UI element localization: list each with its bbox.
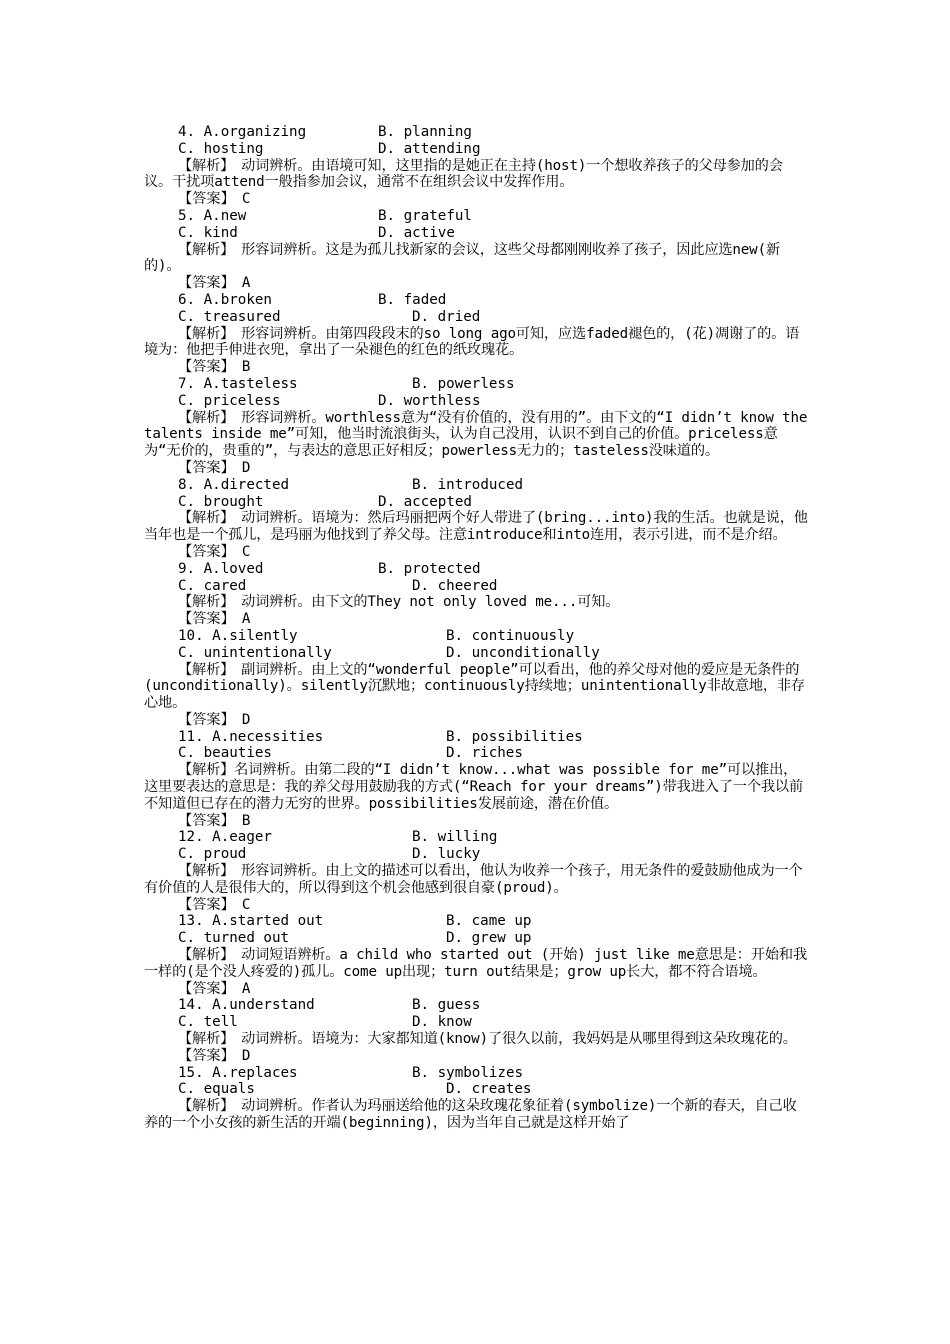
question-block [144, 997, 810, 1064]
options-row [144, 846, 810, 863]
answer: 【答案】 C [178, 896, 251, 913]
options-row [144, 208, 810, 225]
options-row [144, 1065, 810, 1082]
option-c: C. brought [178, 493, 264, 510]
option-d: D. worthless [378, 392, 481, 409]
option-c: C. treasured [178, 308, 281, 325]
explanation: 【解析】 动词辨析。由下文的They not only loved me...可知。 [178, 594, 620, 611]
answer: 【答案】 A [178, 980, 251, 997]
options-row [144, 376, 810, 393]
option-b: B. faded [378, 291, 447, 308]
option-b: B. powerless [412, 375, 515, 392]
option-d: D. active [378, 224, 455, 241]
explanation: 【解析】 形容词辨析。这是为孤儿找新家的会议，这些父母都刚刚收养了孩子，因此应选new(新的)。 [144, 241, 781, 275]
options-row [144, 829, 810, 846]
options-row [144, 477, 810, 494]
question-block [144, 913, 810, 997]
option-d: D. attending [378, 140, 481, 157]
option-a: 5. A.new [178, 207, 247, 224]
option-d: D. lucky [412, 846, 481, 863]
option-c: C. proud [178, 846, 247, 863]
question-block [144, 124, 810, 208]
options-row [144, 913, 810, 930]
option-d: D. know [412, 1014, 472, 1031]
option-b: B. willing [412, 829, 498, 846]
option-d: D. creates [446, 1081, 532, 1098]
explanation: 【解析】 副词辨析。由上文的“wonderful people”可以看出，他的养父母对他的爱应是无条件的(unconditionally)。silently沉默地；continuously持续地；unintentionally非故意地，非存心地。 [144, 661, 805, 712]
option-d: D. accepted [378, 493, 472, 510]
options-row [144, 1014, 810, 1031]
question-block [144, 729, 810, 830]
option-c: C. turned out [178, 930, 290, 947]
options-row [144, 292, 810, 309]
document-page [144, 124, 810, 1132]
options-row [144, 309, 810, 326]
question-block [144, 1065, 810, 1132]
option-a: 4. A.organizing [178, 124, 307, 140]
option-b: B. came up [446, 913, 532, 930]
explanation: 【解析】 动词辨析。由语境可知，这里指的是她正在主持(host)一个想收养孩子的父母参加的会议。干扰项attend一般指参加会议，通常不在组织会议中发挥作用。 [144, 157, 783, 191]
options-row [144, 225, 810, 242]
option-a: 9. A.loved [178, 560, 264, 577]
option-d: D. unconditionally [446, 644, 600, 661]
option-b: B. continuously [446, 627, 575, 644]
options-row [144, 141, 810, 158]
option-c: C. unintentionally [178, 644, 332, 661]
option-a: 15. A.replaces [178, 1064, 298, 1081]
answer: 【答案】 B [178, 359, 251, 376]
answer: 【答案】 B [178, 812, 251, 829]
option-a: 12. A.eager [178, 829, 272, 846]
option-a: 11. A.necessities [178, 728, 324, 745]
option-c: C. priceless [178, 392, 281, 409]
options-row [144, 124, 810, 141]
answer: 【答案】 C [178, 543, 251, 560]
answer: 【答案】 C [178, 191, 251, 208]
option-b: B. planning [378, 124, 472, 140]
explanation: 【解析】 动词辨析。作者认为玛丽送给他的这朵玫瑰花象征着(symbolize)一个新的春天，自己收养的一个小女孩的新生活的开端(beginning)，因为当年自己就是这样开始了 [144, 1098, 797, 1132]
option-c: C. beauties [178, 745, 272, 762]
option-c: C. hosting [178, 140, 264, 157]
options-row [144, 1081, 810, 1098]
explanation: 【解析】 形容词辨析。worthless意为“没有价值的，没有用的”。由下文的“I didn’t know the talents inside me”可知，他当时流浪街头，认为自己没用，认识不到自己的价值。priceless意为“无价的，贵重的”，与表达的意思正好相反；powerless无力的；tasteless没味道的。 [144, 409, 808, 460]
option-b: B. introduced [412, 476, 524, 493]
option-b: B. possibilities [446, 728, 583, 745]
answer: 【答案】 D [178, 1047, 251, 1064]
option-a: 7. A.tasteless [178, 375, 298, 392]
options-row [144, 930, 810, 947]
option-a: 13. A.started out [178, 913, 324, 930]
question-block [144, 292, 810, 376]
option-b: B. protected [378, 560, 481, 577]
question-block [144, 829, 810, 913]
answer: 【答案】 A [178, 611, 251, 628]
option-a: 14. A.understand [178, 997, 315, 1014]
options-row [144, 494, 810, 511]
options-row [144, 729, 810, 746]
answer: 【答案】 A [178, 275, 251, 292]
explanation: 【解析】 动词短语辨析。a child who started out (开始) just like me意思是：开始和我一样的(是个没人疼爱的)孤儿。come up出现；turn out结果是；grow up长大，都不符合语境。 [144, 947, 807, 980]
options-row [144, 628, 810, 645]
options-row [144, 393, 810, 410]
question-block [144, 376, 810, 477]
explanation: 【解析】 形容词辨析。由上文的描述可以看出，他认为收养一个孩子，用无条件的爱鼓励他成为一个有价值的人是很伟大的，所以得到这个机会他感到很自豪(proud)。 [144, 863, 803, 896]
options-row [144, 997, 810, 1014]
question-block [144, 208, 810, 292]
answer: 【答案】 D [178, 711, 251, 728]
options-row [144, 745, 810, 762]
option-c: C. tell [178, 1014, 238, 1031]
question-block [144, 561, 810, 628]
option-d: D. riches [446, 745, 523, 762]
option-a: 10. A.silently [178, 627, 298, 644]
explanation: 【解析】 动词辨析。语境为：大家都知道(know)了很久以前，我妈妈是从哪里得到这朵玫瑰花的。 [178, 1031, 797, 1048]
option-c: C. equals [178, 1081, 255, 1098]
option-b: B. guess [412, 997, 481, 1014]
option-b: B. grateful [378, 207, 472, 224]
options-row [144, 561, 810, 578]
option-a: 6. A.broken [178, 291, 272, 308]
option-a: 8. A.directed [178, 476, 290, 493]
explanation: 【解析】 动词辨析。语境为：然后玛丽把两个好人带进了(bring...into)我的生活。也就是说，他当年也是一个孤儿，是玛丽为他找到了养父母。注意introduce和into连用，表示引进，而不是介绍。 [144, 510, 808, 544]
option-d: D. cheered [412, 577, 498, 594]
question-block [144, 628, 810, 729]
option-c: C. cared [178, 577, 247, 594]
explanation: 【解析】 形容词辨析。由第四段段末的so long ago可知，应选faded褪色的，(花)凋谢了的。语境为：他把手伸进衣兜，拿出了一朵褪色的红色的纸玫瑰花。 [144, 325, 800, 359]
option-d: D. dried [412, 308, 481, 325]
option-c: C. kind [178, 224, 238, 241]
option-b: B. symbolizes [412, 1064, 524, 1081]
question-block [144, 477, 810, 561]
options-row [144, 578, 810, 595]
options-row [144, 645, 810, 662]
option-d: D. grew up [446, 930, 532, 947]
answer: 【答案】 D [178, 459, 251, 476]
explanation: 【解析】名词辨析。由第二段的“I didn’t know...what was possible for me”可以推出，这里要表达的意思是：我的养父母用鼓励我的方式(“Reach for your dreams”)带我进入了一个我以前不知道但已存在的潜力无穷的世界。possibilities发展前途，潜在价值。 [144, 762, 803, 812]
